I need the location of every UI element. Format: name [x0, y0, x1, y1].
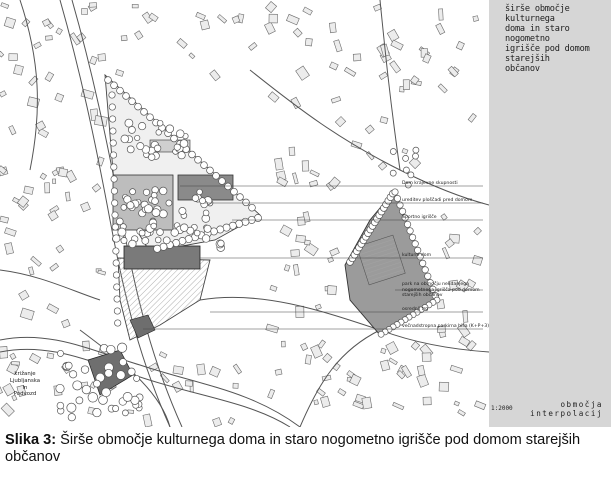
tree	[116, 218, 123, 225]
tree	[192, 195, 199, 202]
tree	[157, 229, 164, 236]
tree	[166, 200, 172, 206]
building	[53, 179, 56, 184]
map-title-line: širše območje kulturnega	[505, 4, 570, 24]
tree	[137, 143, 144, 150]
tree	[171, 229, 179, 237]
tree	[156, 130, 162, 136]
tree	[69, 371, 76, 378]
tree	[178, 152, 185, 159]
tree	[111, 176, 117, 182]
building	[327, 286, 336, 295]
tree	[68, 414, 75, 421]
tree	[163, 237, 170, 244]
building	[9, 54, 18, 61]
tree	[110, 152, 116, 158]
building	[439, 9, 444, 20]
building	[439, 382, 449, 391]
building	[233, 383, 238, 388]
tree	[128, 368, 135, 375]
tree	[231, 188, 238, 195]
tree	[81, 366, 89, 374]
tree	[73, 381, 82, 390]
tree	[420, 260, 426, 266]
tree	[422, 267, 428, 273]
building	[82, 9, 88, 15]
tree	[142, 237, 149, 244]
building	[422, 353, 431, 362]
tree	[408, 172, 414, 178]
tree	[117, 343, 126, 352]
tree	[65, 362, 72, 369]
building	[353, 54, 361, 61]
building	[132, 4, 138, 8]
building	[329, 23, 336, 33]
tree	[109, 92, 115, 98]
tree	[129, 98, 136, 105]
tree	[57, 350, 63, 356]
map-title-line: občanov	[505, 64, 540, 74]
tree	[219, 178, 226, 185]
tree	[201, 162, 208, 169]
map-title-line: doma in staro nogometno	[505, 24, 570, 44]
building	[289, 147, 295, 155]
annotation-ploscad: ureditev ploščadi pred domom	[402, 198, 473, 203]
tree	[57, 402, 64, 409]
building	[11, 361, 19, 365]
building	[314, 400, 319, 405]
tree	[189, 151, 196, 158]
legend-sidebar	[489, 0, 611, 427]
tree	[249, 204, 256, 211]
place-label-line: Podvozd	[13, 391, 37, 398]
tree	[113, 235, 120, 242]
tree	[82, 385, 91, 394]
tree	[404, 221, 410, 227]
tree	[111, 188, 117, 194]
building	[305, 355, 311, 364]
tree	[125, 119, 133, 127]
tree	[109, 104, 115, 110]
building	[362, 397, 372, 409]
tree	[118, 228, 126, 236]
place-label	[9, 371, 41, 398]
tree	[204, 225, 211, 232]
tree	[117, 87, 124, 94]
tree	[135, 103, 142, 110]
caption-text: Širše območje kulturnega doma in staro nogometno igrišče pod domom starejših občanov	[5, 432, 581, 465]
tree	[102, 388, 111, 397]
tree	[129, 240, 137, 248]
tree	[114, 284, 120, 290]
tree	[407, 228, 413, 234]
building	[121, 35, 127, 40]
tree	[121, 237, 127, 243]
map-scale: 1:2000	[491, 405, 513, 412]
tree	[144, 205, 152, 213]
tree	[155, 237, 161, 243]
tree	[225, 183, 232, 190]
map-title	[505, 4, 609, 74]
building	[13, 65, 23, 75]
tree	[151, 192, 157, 198]
tree	[134, 375, 140, 381]
tree	[390, 170, 396, 176]
tree	[105, 369, 113, 377]
tree	[127, 146, 134, 153]
tree	[203, 210, 209, 216]
tree	[243, 199, 250, 206]
tree	[143, 189, 149, 195]
building	[275, 369, 282, 375]
tree	[413, 153, 419, 159]
place-label-line: križanje	[14, 371, 36, 377]
annotation-parkirna-hisa: večnadstropna parkirna hiša (K+P+3)	[402, 324, 490, 329]
tree	[378, 331, 384, 337]
tree	[174, 144, 180, 150]
annotation-dom-ks: Dom krajevne skupnosti	[402, 181, 458, 186]
tree	[128, 126, 135, 133]
building	[65, 192, 70, 201]
tree	[110, 128, 116, 134]
tree	[154, 245, 161, 252]
tree	[114, 296, 120, 302]
building	[281, 341, 285, 347]
tree	[403, 155, 409, 161]
building	[185, 381, 192, 387]
building	[47, 353, 54, 359]
tree	[112, 212, 118, 218]
building	[403, 80, 409, 90]
building	[0, 347, 8, 359]
tree	[195, 156, 202, 163]
tree	[123, 93, 130, 100]
tree	[139, 230, 145, 236]
tree	[135, 135, 140, 140]
building	[473, 16, 479, 22]
tree	[119, 359, 126, 366]
building	[200, 20, 210, 30]
building	[423, 397, 431, 405]
tree	[110, 140, 116, 146]
tree	[111, 164, 117, 170]
building	[83, 341, 90, 351]
tree	[425, 273, 431, 279]
tree	[148, 154, 155, 161]
tree	[171, 135, 178, 142]
tree	[67, 403, 76, 412]
caption-label: Slika 3:	[5, 432, 57, 448]
tree	[159, 187, 167, 195]
tree	[159, 210, 167, 218]
tree	[179, 207, 186, 214]
tree	[180, 140, 188, 148]
building	[89, 3, 96, 8]
building	[58, 168, 67, 177]
tree	[121, 135, 129, 143]
tree	[130, 189, 136, 195]
tree	[166, 125, 174, 133]
legend-title-line: interpolacij	[530, 409, 603, 418]
building	[274, 158, 283, 170]
tree	[113, 248, 119, 254]
tree	[93, 408, 101, 416]
map-title-line: igrišče pod domom starejših	[505, 44, 590, 64]
tree	[194, 230, 200, 236]
tree	[202, 235, 210, 243]
tree	[390, 149, 396, 155]
tree	[151, 223, 157, 229]
building	[269, 14, 278, 23]
tree	[111, 82, 118, 89]
tree	[93, 380, 100, 387]
building	[98, 54, 106, 62]
building	[304, 240, 310, 245]
tree	[218, 240, 225, 247]
tree	[154, 145, 161, 152]
tree	[199, 198, 205, 204]
tree	[394, 195, 400, 201]
legend-title	[530, 400, 603, 418]
tree	[213, 172, 220, 179]
tree	[121, 205, 127, 211]
tree	[105, 77, 112, 84]
building	[302, 161, 309, 172]
tree	[412, 241, 418, 247]
tree	[392, 189, 398, 195]
tree	[113, 405, 119, 411]
building	[381, 348, 386, 354]
tree	[76, 397, 83, 404]
tree	[413, 147, 419, 153]
tree	[127, 202, 134, 209]
tree	[141, 109, 148, 116]
tree	[112, 224, 118, 230]
tree	[152, 198, 159, 205]
tree	[176, 130, 184, 138]
building	[45, 183, 50, 193]
tree	[399, 208, 405, 214]
annotation-trg: osrednji trg	[402, 307, 429, 312]
legend-title-line: območja	[560, 400, 603, 409]
building	[173, 366, 184, 375]
tree	[113, 272, 119, 278]
figure-caption	[5, 432, 605, 466]
tree	[138, 122, 145, 129]
tree	[109, 116, 115, 122]
building	[197, 364, 206, 375]
tree	[123, 392, 132, 401]
tree	[147, 114, 154, 121]
tree	[116, 371, 125, 380]
annotation-park: park na območju nekdanjega nogometnega igrišča pod domom starejših občanov	[402, 282, 480, 298]
building	[296, 235, 306, 243]
building	[45, 36, 52, 41]
tree	[107, 345, 116, 354]
building	[24, 186, 34, 194]
tree	[115, 320, 121, 326]
tree	[403, 167, 409, 173]
building	[291, 250, 300, 257]
tree	[114, 308, 120, 314]
tree	[88, 393, 98, 403]
tree	[180, 224, 188, 232]
annotation-igrisce: Športno igrišče	[402, 215, 437, 220]
tree	[56, 384, 64, 392]
tree	[113, 260, 119, 266]
tree	[409, 234, 415, 240]
tree	[207, 167, 214, 174]
tree	[122, 410, 128, 416]
tree	[237, 194, 244, 201]
tree	[152, 209, 160, 217]
building	[305, 38, 312, 46]
tree	[112, 200, 118, 206]
place-label-line: Ljubljanska in	[9, 377, 41, 391]
tree	[157, 120, 163, 126]
annotation-kulturni-dom: kulturni dom	[402, 253, 432, 258]
